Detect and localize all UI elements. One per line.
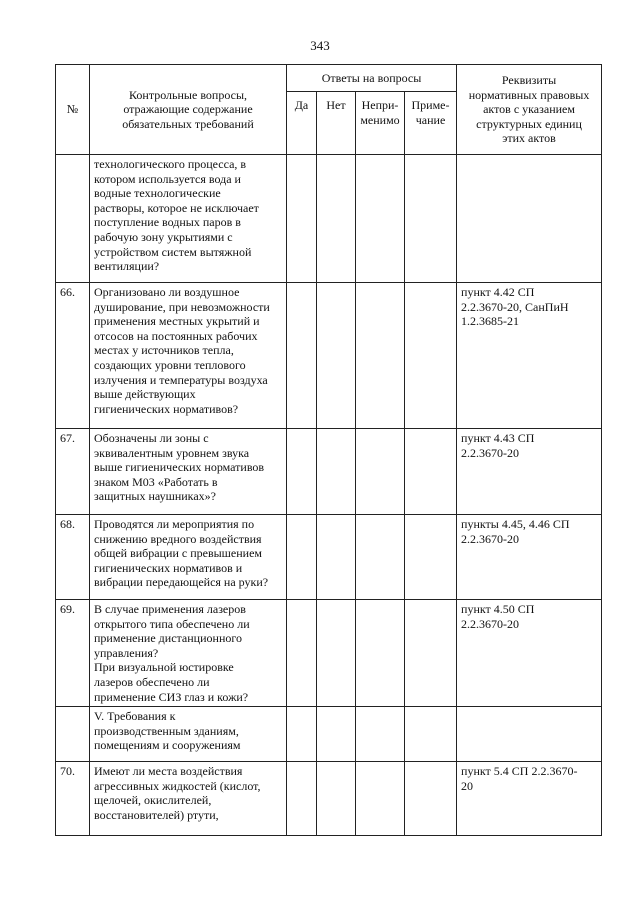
row-number: 70.: [56, 762, 90, 836]
table-row: [56, 155, 602, 283]
question-text: Обозначены ли зоны с эквивалентным уровнем звука выше гигиенических нормативов знаком М03 «Работать в защитных наушниках»?: [90, 429, 287, 515]
answer-no-cell: [317, 283, 356, 429]
requisites-text: пункт 4.50 СП 2.2.3670-20: [457, 600, 602, 707]
header-question: Контрольные вопросы, отражающие содержание обязательных требований: [90, 65, 287, 155]
question-text: Имеют ли места воздействия агрессивных жидкостей (кислот, щелочей, окислителей, восстановителей) ртути,: [90, 762, 287, 836]
question-text: В случае применения лазеров открытого типа обеспечено ли применение дистанционного управления? При визуальной юстировке лазеров обеспечено ли применение СИЗ глаз и кожи?: [90, 600, 287, 707]
answer-yes-cell: [287, 600, 317, 707]
requisites-text: [457, 155, 602, 283]
answer-note-cell: [405, 283, 457, 429]
row-number: 67.: [56, 429, 90, 515]
answer-yes-cell: [287, 762, 317, 836]
requisites-text: пункт 4.42 СП 2.2.3670-20, СанПиН 1.2.3685-21: [457, 283, 602, 429]
row-number: 69.: [56, 600, 90, 707]
header-num: №: [56, 65, 90, 155]
answer-no-cell: [317, 707, 356, 762]
row-number: [56, 707, 90, 762]
answer-not-applicable-cell: [356, 429, 405, 515]
answer-note-cell: [405, 429, 457, 515]
question-text: технологического процесса, в котором используется вода и водные технологические растворы, которое не исключает поступление водных паров в рабочую зону укрытиями с устройством систем вытяжной вентиляции?: [90, 155, 287, 283]
requisites-text: [457, 707, 602, 762]
table-row: [56, 762, 602, 836]
checklist-table: [55, 64, 602, 836]
row-number: 68.: [56, 515, 90, 600]
answer-note-cell: [405, 600, 457, 707]
requisites-text: пункты 4.45, 4.46 СП 2.2.3670-20: [457, 515, 602, 600]
answer-note-cell: [405, 515, 457, 600]
answer-not-applicable-cell: [356, 283, 405, 429]
header-answers: Ответы на вопросы: [287, 65, 457, 92]
page-number: 343: [310, 38, 330, 53]
table-row: [56, 600, 602, 707]
answer-no-cell: [317, 155, 356, 283]
answer-no-cell: [317, 515, 356, 600]
answer-yes-cell: [287, 283, 317, 429]
answer-yes-cell: [287, 155, 317, 283]
answer-note-cell: [405, 155, 457, 283]
answer-yes-cell: [287, 429, 317, 515]
answer-not-applicable-cell: [356, 155, 405, 283]
requisites-text: пункт 5.4 СП 2.2.3670- 20: [457, 762, 602, 836]
header-no: Нет: [317, 92, 356, 155]
answer-yes-cell: [287, 515, 317, 600]
section-title: V. Требования к производственным зданиям, помещениям и сооружениям: [90, 707, 287, 762]
answer-no-cell: [317, 600, 356, 707]
row-number: 66.: [56, 283, 90, 429]
row-number: [56, 155, 90, 283]
header-not-applicable: Непри- менимо: [356, 92, 405, 155]
table-row: [56, 283, 602, 429]
answer-no-cell: [317, 429, 356, 515]
question-text: Проводятся ли мероприятия по снижению вредного воздействия общей вибрации с превышением гигиенических нормативов и вибрации передающейся на руки?: [90, 515, 287, 600]
answer-not-applicable-cell: [356, 600, 405, 707]
answer-not-applicable-cell: [356, 515, 405, 600]
answer-note-cell: [405, 707, 457, 762]
answer-not-applicable-cell: [356, 707, 405, 762]
header-yes: Да: [287, 92, 317, 155]
header-requisites: Реквизиты нормативных правовых актов с указанием структурных единиц этих актов: [457, 65, 602, 155]
table-row: [56, 515, 602, 600]
question-text: Организовано ли воздушное душирование, при невозможности применения местных укрытий и отсосов на постоянных рабочих местах у источников тепла, создающих уровни теплового излучения и температуры воздуха выше действующих гигиенических нормативов?: [90, 283, 287, 429]
requisites-text: пункт 4.43 СП 2.2.3670-20: [457, 429, 602, 515]
header-note: Приме- чание: [405, 92, 457, 155]
answer-no-cell: [317, 762, 356, 836]
table-row: [56, 429, 602, 515]
section-row: [56, 707, 602, 762]
header-row: [56, 65, 602, 92]
answer-note-cell: [405, 762, 457, 836]
answer-yes-cell: [287, 707, 317, 762]
answer-not-applicable-cell: [356, 762, 405, 836]
